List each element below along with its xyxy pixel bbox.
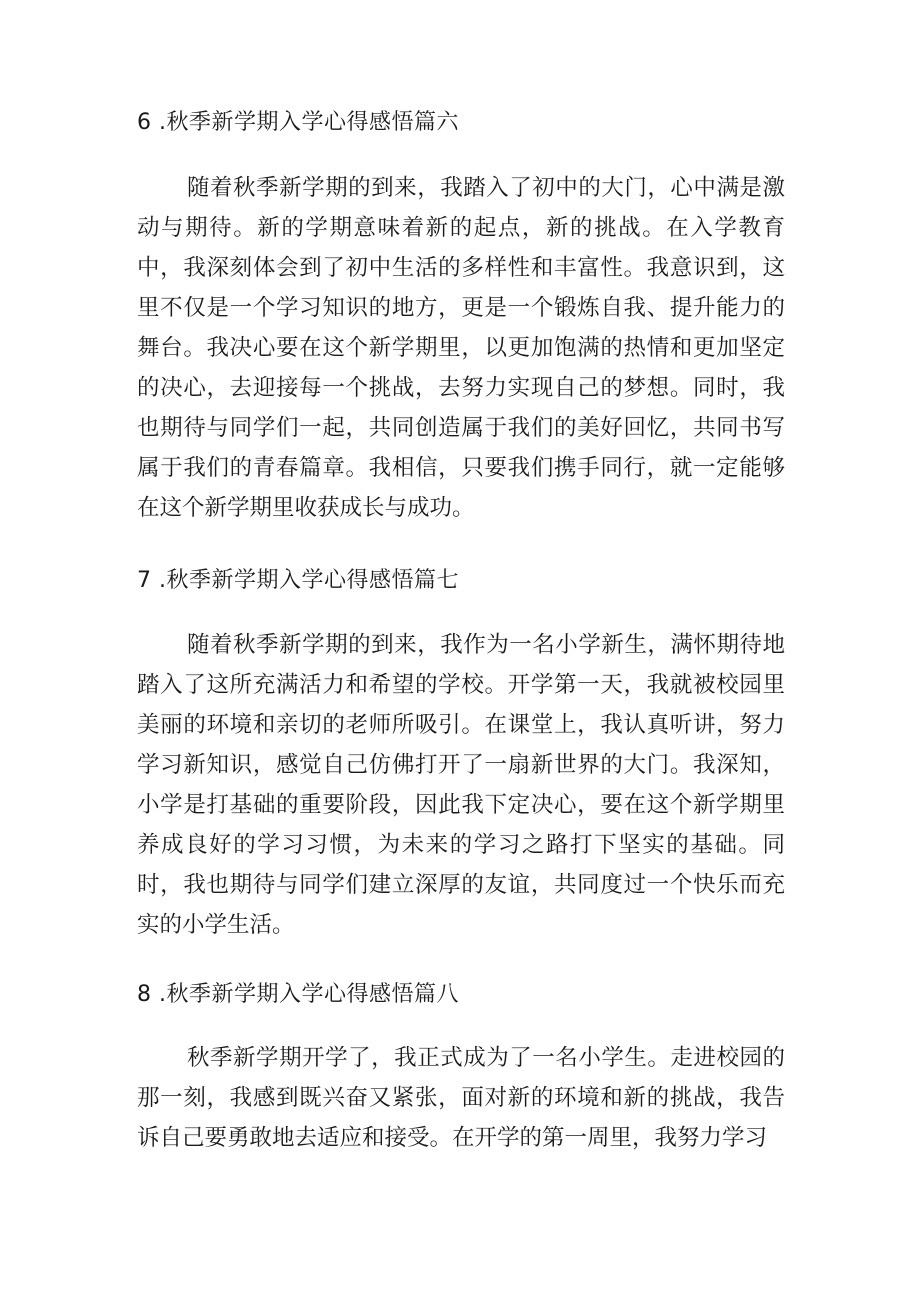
section-paragraph-7: 随着秋季新学期的到来，我作为一名小学新生，满怀期待地踏入了这所充满活力和希望的学校。开学第一天，我就被校园里美丽的环境和亲切的老师所吸引。在课堂上，我认真听讲，努力学习新知识，感觉自己仿佛打开了一扇新世界的大门。我深知，小学是打基础的重要阶段，因此我下定决心，要在这个新学期里养成良好的学习习惯，为未来的学习之路打下坚实的基础。同时，我也期待与同学们建立深厚的友谊，共同度过一个快乐而充实的小学生活。 xyxy=(137,632,785,938)
section-paragraph-6: 随着秋季新学期的到来，我踏入了初中的大门，心中满是激动与期待。新的学期意味着新的起点，新的挑战。在入学教育中，我深刻体会到了初中生活的多样性和丰富性。我意识到，这里不仅是一个学习知识的地方，更是一个锻炼自我、提升能力的舞台。我决心要在这个新学期里，以更加饱满的热情和更加坚定的决心，去迎接每一个挑战，去努力实现自己的梦想。同时，我也期待与同学们一起，共同创造属于我们的美好回忆，共同书写属于我们的青春篇章。我相信，只要我们携手同行，就一定能够在这个新学期里收获成长与成功。 xyxy=(137,175,785,521)
section-heading-7: 7 .秋季新学期入学心得感悟篇七 xyxy=(137,568,459,593)
section-heading-6: 6 .秋季新学期入学心得感悟篇六 xyxy=(137,110,459,135)
section-paragraph-8: 秋季新学期开学了，我正式成为了一名小学生。走进校园的那一刻，我感到既兴奋又紧张，面对新的环境和新的挑战，我告诉自己要勇敢地去适应和接受。在开学的第一周里，我努力学习 xyxy=(137,1045,785,1151)
section-heading-8: 8 .秋季新学期入学心得感悟篇八 xyxy=(137,982,459,1007)
